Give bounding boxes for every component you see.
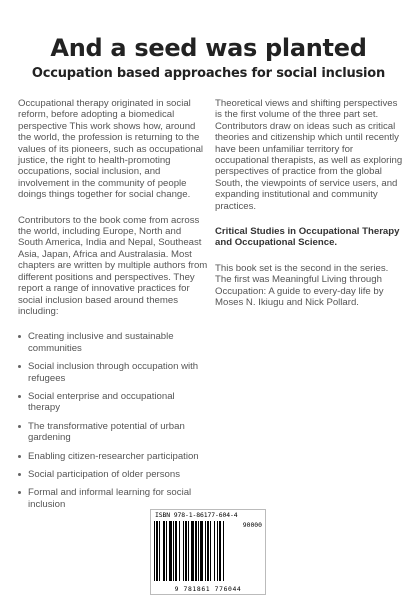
- themes-list: [18, 331, 208, 510]
- book-subtitle: Occupation based approaches for social inclusion: [31, 66, 386, 81]
- ean-number: 9 781861 776044: [174, 585, 242, 593]
- barcode-bar: [156, 521, 158, 581]
- list-item: Enabling citizen-researcher participation: [18, 451, 208, 462]
- barcode-bar: [198, 521, 199, 581]
- barcode-bar: [214, 521, 215, 581]
- list-item: Social inclusion through occupation with refugees: [18, 361, 208, 384]
- isbn-label: ISBN 978-1-86177-604-4: [155, 511, 238, 519]
- barcode-bar: [183, 521, 184, 581]
- barcode-bars: [154, 521, 238, 581]
- barcode-bar: [205, 521, 206, 581]
- barcode-bar: [185, 521, 187, 581]
- barcode-bar: [217, 521, 218, 581]
- barcode-bar: [195, 521, 197, 581]
- book-title: And a seed was planted: [50, 34, 367, 62]
- left-column: [18, 98, 208, 517]
- barcode-bar: [179, 521, 180, 581]
- list-item: Formal and informal learning for social inclusion: [18, 487, 208, 510]
- barcode-bar: [159, 521, 160, 581]
- barcode-bar: [191, 521, 194, 581]
- price-code: 90000: [242, 521, 262, 529]
- barcode-bar: [166, 521, 167, 581]
- series-title: Critical Studies in Occupational Therapy and Occupational Science.: [215, 226, 400, 249]
- barcode-bar: [210, 521, 211, 581]
- barcode-bar: [175, 521, 177, 581]
- isbn-barcode: [150, 509, 266, 595]
- contributors-paragraph: Contributors to the book come from across the world, including Europe, North and South America, India and Nepal, Southeast Asia, Japan, Africa and Australasia. Most chapters are written by multiple authors from different positions and perspectives. They report a range of innovative practices for social inclusion based around themes including:: [18, 214, 208, 317]
- list-item: Creating inclusive and sustainable communities: [18, 331, 208, 354]
- volume-paragraph: Theoretical views and shifting perspectives is the first volume of the three part set. Contributors draw on ideas such as critical theories and citizenship which until recently have been unfamiliar territory for occupational therapists, as well as exploring perspectives of practice from the global South, the viewpoints of service users, and expanding institutional and community practices.: [215, 98, 403, 212]
- intro-paragraph: Occupational therapy originated in social reform, before adopting a biomedical perspective This work shows how, around the world, the profession is returning to the values of its pioneers, such as occupational justice, the right to health-promoting occupations, social inclusion, and involvement in the community of people doings things together for social change.: [18, 98, 204, 201]
- barcode-bar: [169, 521, 172, 581]
- series-paragraph: This book set is the second in the series. The first was Meaningful Living through Occupation: A guide to every-day life by Moses N. Ikiugu and Nick Pollard.: [215, 262, 389, 309]
- right-column: [215, 98, 403, 323]
- barcode-bar: [188, 521, 189, 581]
- barcode-bar: [219, 521, 221, 581]
- barcode-bar: [163, 521, 165, 581]
- list-item: Social enterprise and occupational therapy: [18, 391, 208, 414]
- barcode-bar: [207, 521, 209, 581]
- barcode-bar: [200, 521, 203, 581]
- barcode-bar: [223, 521, 224, 581]
- barcode-bar: [173, 521, 174, 581]
- list-item: The transformative potential of urban gardening: [18, 421, 208, 444]
- barcode-bar: [154, 521, 155, 581]
- list-item: Social participation of older persons: [18, 469, 208, 480]
